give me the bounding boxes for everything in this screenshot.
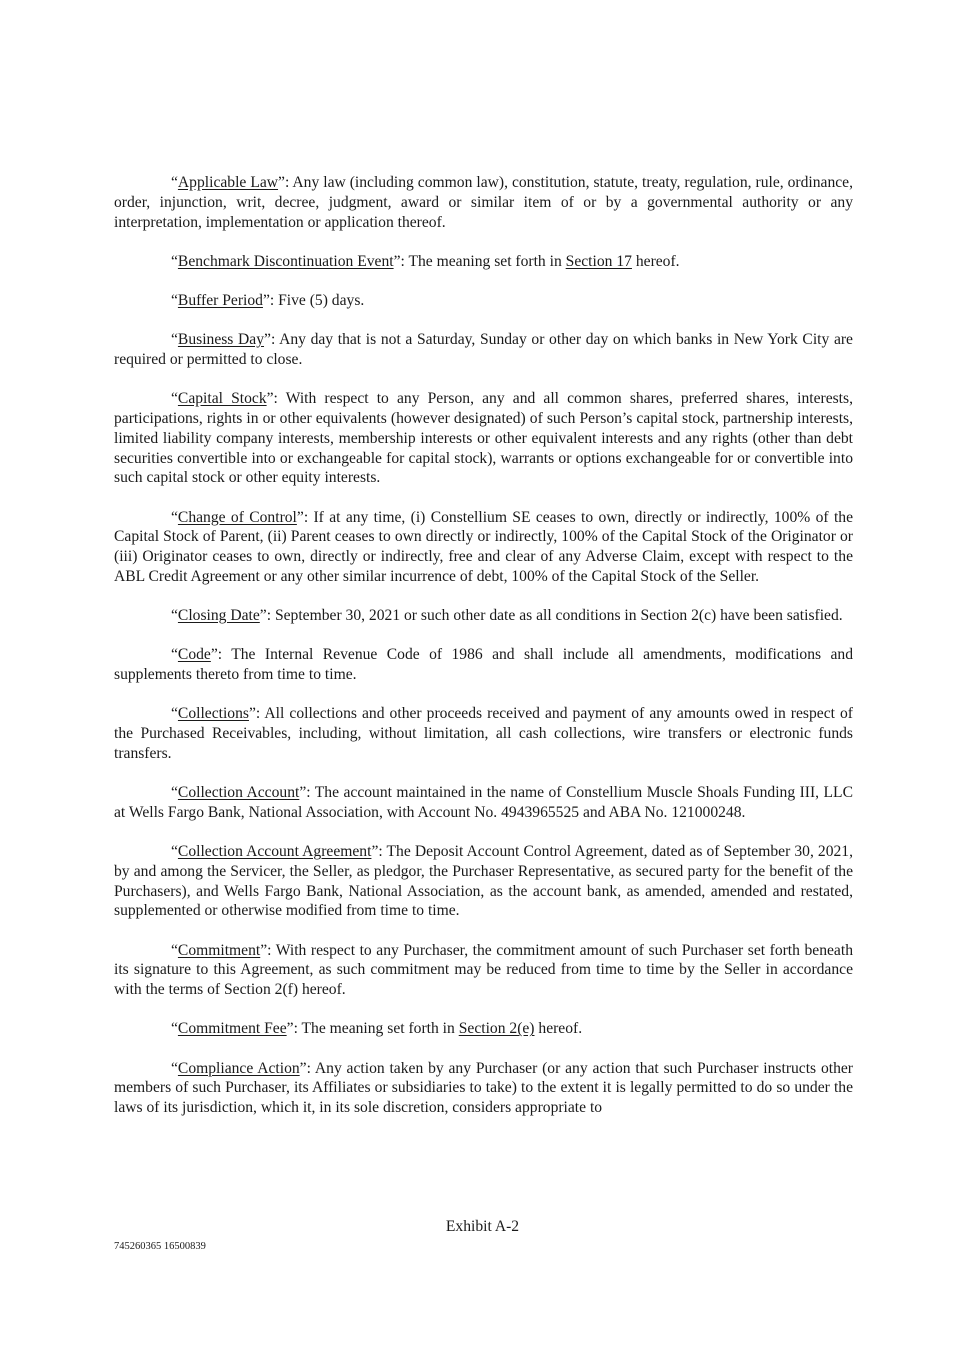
definition-collections: “Collections”: All collections and other proceeds received and payment of any amounts owed in respect of the Purchased Receivables, including, without limitation, all cash collections, wire transfers or electronic funds transfers. <box>114 705 853 762</box>
defined-term: Collection Account <box>177 784 300 802</box>
defined-term: Buffer Period <box>177 291 263 309</box>
defined-term: Commitment Fee <box>177 1020 287 1038</box>
page-footer-label: Exhibit A-2 <box>445 1218 520 1235</box>
definition-collection-account-agreement: “Collection Account Agreement”: The Deposit Account Control Agreement, dated as of September 30, 2021, by and among the Servicer, the Seller, as pledgor, the Purchaser Representative, as secured party for the benefit of the Purchasers), and Wells Fargo Bank, National Association, as the account bank, as amended, amended and restated, supplemented or otherwise modified from time to time. <box>114 843 854 920</box>
definition-business-day: “Business Day”: Any day that is not a Saturday, Sunday or other day on which banks in New York City are required or permitted to close. <box>114 331 853 368</box>
definition-text: : With respect to any Purchaser, the commitment amount of such Purchaser set forth beneath its signature to this Agreement, as such commitment may be reduced from time to time by the Seller in accordance with the terms of Section 2(f) hereof. <box>114 941 853 999</box>
defined-term: Code <box>177 646 211 664</box>
definition-text: : The account maintained in the name of Constellium Muscle Shoals Funding III, LLC at Wells Fargo Bank, National Association, with Account No. 4943965525 and ABA No. 121000248. <box>114 784 853 821</box>
definition-capital-stock: “Capital Stock”: With respect to any Person, any and all common shares, preferred shares, interests, participations, rights in or other equivalents (however designated) of such Person’s capital stock, partnership interests, limited liability company interests, membership interests or other equivalent interests and any rights (other than debt securities convertible into or exchangeable for capital stock), warrants or options exchangeable for or convertible into such capital stock or other equity interests. <box>114 390 853 487</box>
definition-text: : The meaning set forth in <box>293 1020 459 1038</box>
definition-change-of-control: “Change of Control”: If at any time, (i) Constellium SE ceases to own, directly or indirectly, 100% of the Capital Stock of Parent, (ii) Parent ceases to own directly or indirectly, 100% of the Capital Stock of the Originator or (iii) Originator ceases to own, directly or indirectly, free and clear of any Adverse Claim, except with respect to the ABL Credit Agreement or any other similar incurrence of debt, 100% of the Capital Stock of the Seller. <box>114 508 853 585</box>
defined-term: Business Day <box>177 331 265 349</box>
definition-text: : The Deposit Account Control Agreement, dated as of September 30, 2021, by and among the Servicer, the Seller, as pledgor, the Purchaser Representative, as secured party for the benefit of the Purchasers), and Wells Fargo Bank, National Association, as the account bank, as amended, amended and restated, supplemented or otherwise modified from time to time. <box>114 843 854 920</box>
section-reference: Section 17 <box>565 252 632 270</box>
definition-text: : Any day that is not a Saturday, Sunday or other day on which banks in New York City are required or permitted to close. <box>114 331 853 368</box>
document-id: 745260365 16500839 <box>114 1241 206 1252</box>
definition-text: : Five (5) days. <box>269 291 365 309</box>
definition-collection-account: “Collection Account”: The account maintained in the name of Constellium Muscle Shoals Funding III, LLC at Wells Fargo Bank, National Association, with Account No. 4943965525 and ABA No. 121000248. <box>114 784 853 821</box>
definition-text: : If at any time, (i) Constellium SE ceases to own, directly or indirectly, 100% of the Capital Stock of Parent, (ii) Parent ceases to own directly or indirectly, 100% of the Capital Stock of the Originator or (iii) Originator ceases to own, directly or indirectly, free and clear of any Adverse Claim, except with respect to the ABL Credit Agreement or any other similar incurrence of debt, 100% of the Capital Stock of the Seller. <box>114 508 853 585</box>
defined-term: Benchmark Discontinuation Event <box>177 252 394 270</box>
definition-text: hereof. <box>534 1020 583 1038</box>
definition-text: hereof. <box>631 252 680 270</box>
definition-applicable-law: “Applicable Law”: Any law (including common law), constitution, statute, treaty, regulation, rule, ordinance, order, injunction, writ, decree, judgment, award or similar item of or by a governmental authority or any interpretation, implementation or application thereof. <box>114 174 853 231</box>
definition-text: : With respect to any Person, any and all common shares, preferred shares, interests, participations, rights in or other equivalents (however designated) of such Person’s capital stock, partnership interests, limited liability company interests, membership interests or other equivalent interests and any rights (other than debt securities convertible into or exchangeable for capital stock), warrants or options exchangeable for or convertible into such capital stock or other equity interests. <box>114 390 853 487</box>
definition-buffer-period: “Buffer Period”: Five (5) days. <box>171 291 365 309</box>
defined-term: Capital Stock <box>177 390 267 408</box>
defined-term: Commitment <box>177 941 261 959</box>
definitions-list <box>114 173 853 1137</box>
defined-term: Change of Control <box>177 508 297 526</box>
definition-text: : All collections and other proceeds received and payment of any amounts owed in respect of the Purchased Receivables, including, without limitation, all cash collections, wire transfers or electronic funds transfers. <box>114 705 853 762</box>
defined-term: Collections <box>177 705 249 723</box>
definition-text: : The Internal Revenue Code of 1986 and shall include all amendments, modifications and supplements thereto from time to time. <box>114 646 853 684</box>
definition-text: : September 30, 2021 or such other date as all conditions in Section 2(c) have been satisfied. <box>266 607 843 625</box>
section-reference: Section 2(e) <box>458 1020 535 1038</box>
definition-commitment-fee: “Commitment Fee”: The meaning set forth in Section 2(e) hereof. <box>171 1020 583 1038</box>
definition-commitment: “Commitment”: With respect to any Purchaser, the commitment amount of such Purchaser set forth beneath its signature to this Agreement, as such commitment may be reduced from time to time by the Seller in accordance with the terms of Section 2(f) hereof. <box>114 941 853 999</box>
definition-closing-date: “Closing Date”: September 30, 2021 or such other date as all conditions in Section 2(c) have been satisfied. <box>171 607 843 625</box>
definition-text: : Any law (including common law), constitution, statute, treaty, regulation, rule, ordinance, order, injunction, writ, decree, judgment, award or similar item of or by a governmental authority or any interpretation, implementation or application thereof. <box>114 174 853 231</box>
defined-term: Applicable Law <box>177 174 279 191</box>
defined-term: Collection Account Agreement <box>177 843 372 861</box>
definition-compliance-action: “Compliance Action”: Any action taken by any Purchaser (or any action that such Purchaser instructs other members of such Purchaser, its Affiliates or subsidiaries to take) to the extent it is legally permitted to do so under the laws of its jurisdiction, which it, in its sole discretion, considers appropriate to <box>114 1059 853 1117</box>
definition-code: “Code”: The Internal Revenue Code of 1986 and shall include all amendments, modifications and supplements thereto from time to time. <box>114 646 853 684</box>
defined-term: Closing Date <box>177 607 260 625</box>
definition-text: : The meaning set forth in <box>400 252 566 270</box>
defined-term: Compliance Action <box>177 1059 300 1077</box>
definition-text: : Any action taken by any Purchaser (or any action that such Purchaser instructs other members of such Purchaser, its Affiliates or subsidiaries to take) to the extent it is legally permitted to do so under the laws of its jurisdiction, which it, in its sole discretion, considers appropriate to <box>114 1059 853 1117</box>
definition-benchmark-discontinuation-event: “Benchmark Discontinuation Event”: The meaning set forth in Section 17 hereof. <box>171 252 680 270</box>
